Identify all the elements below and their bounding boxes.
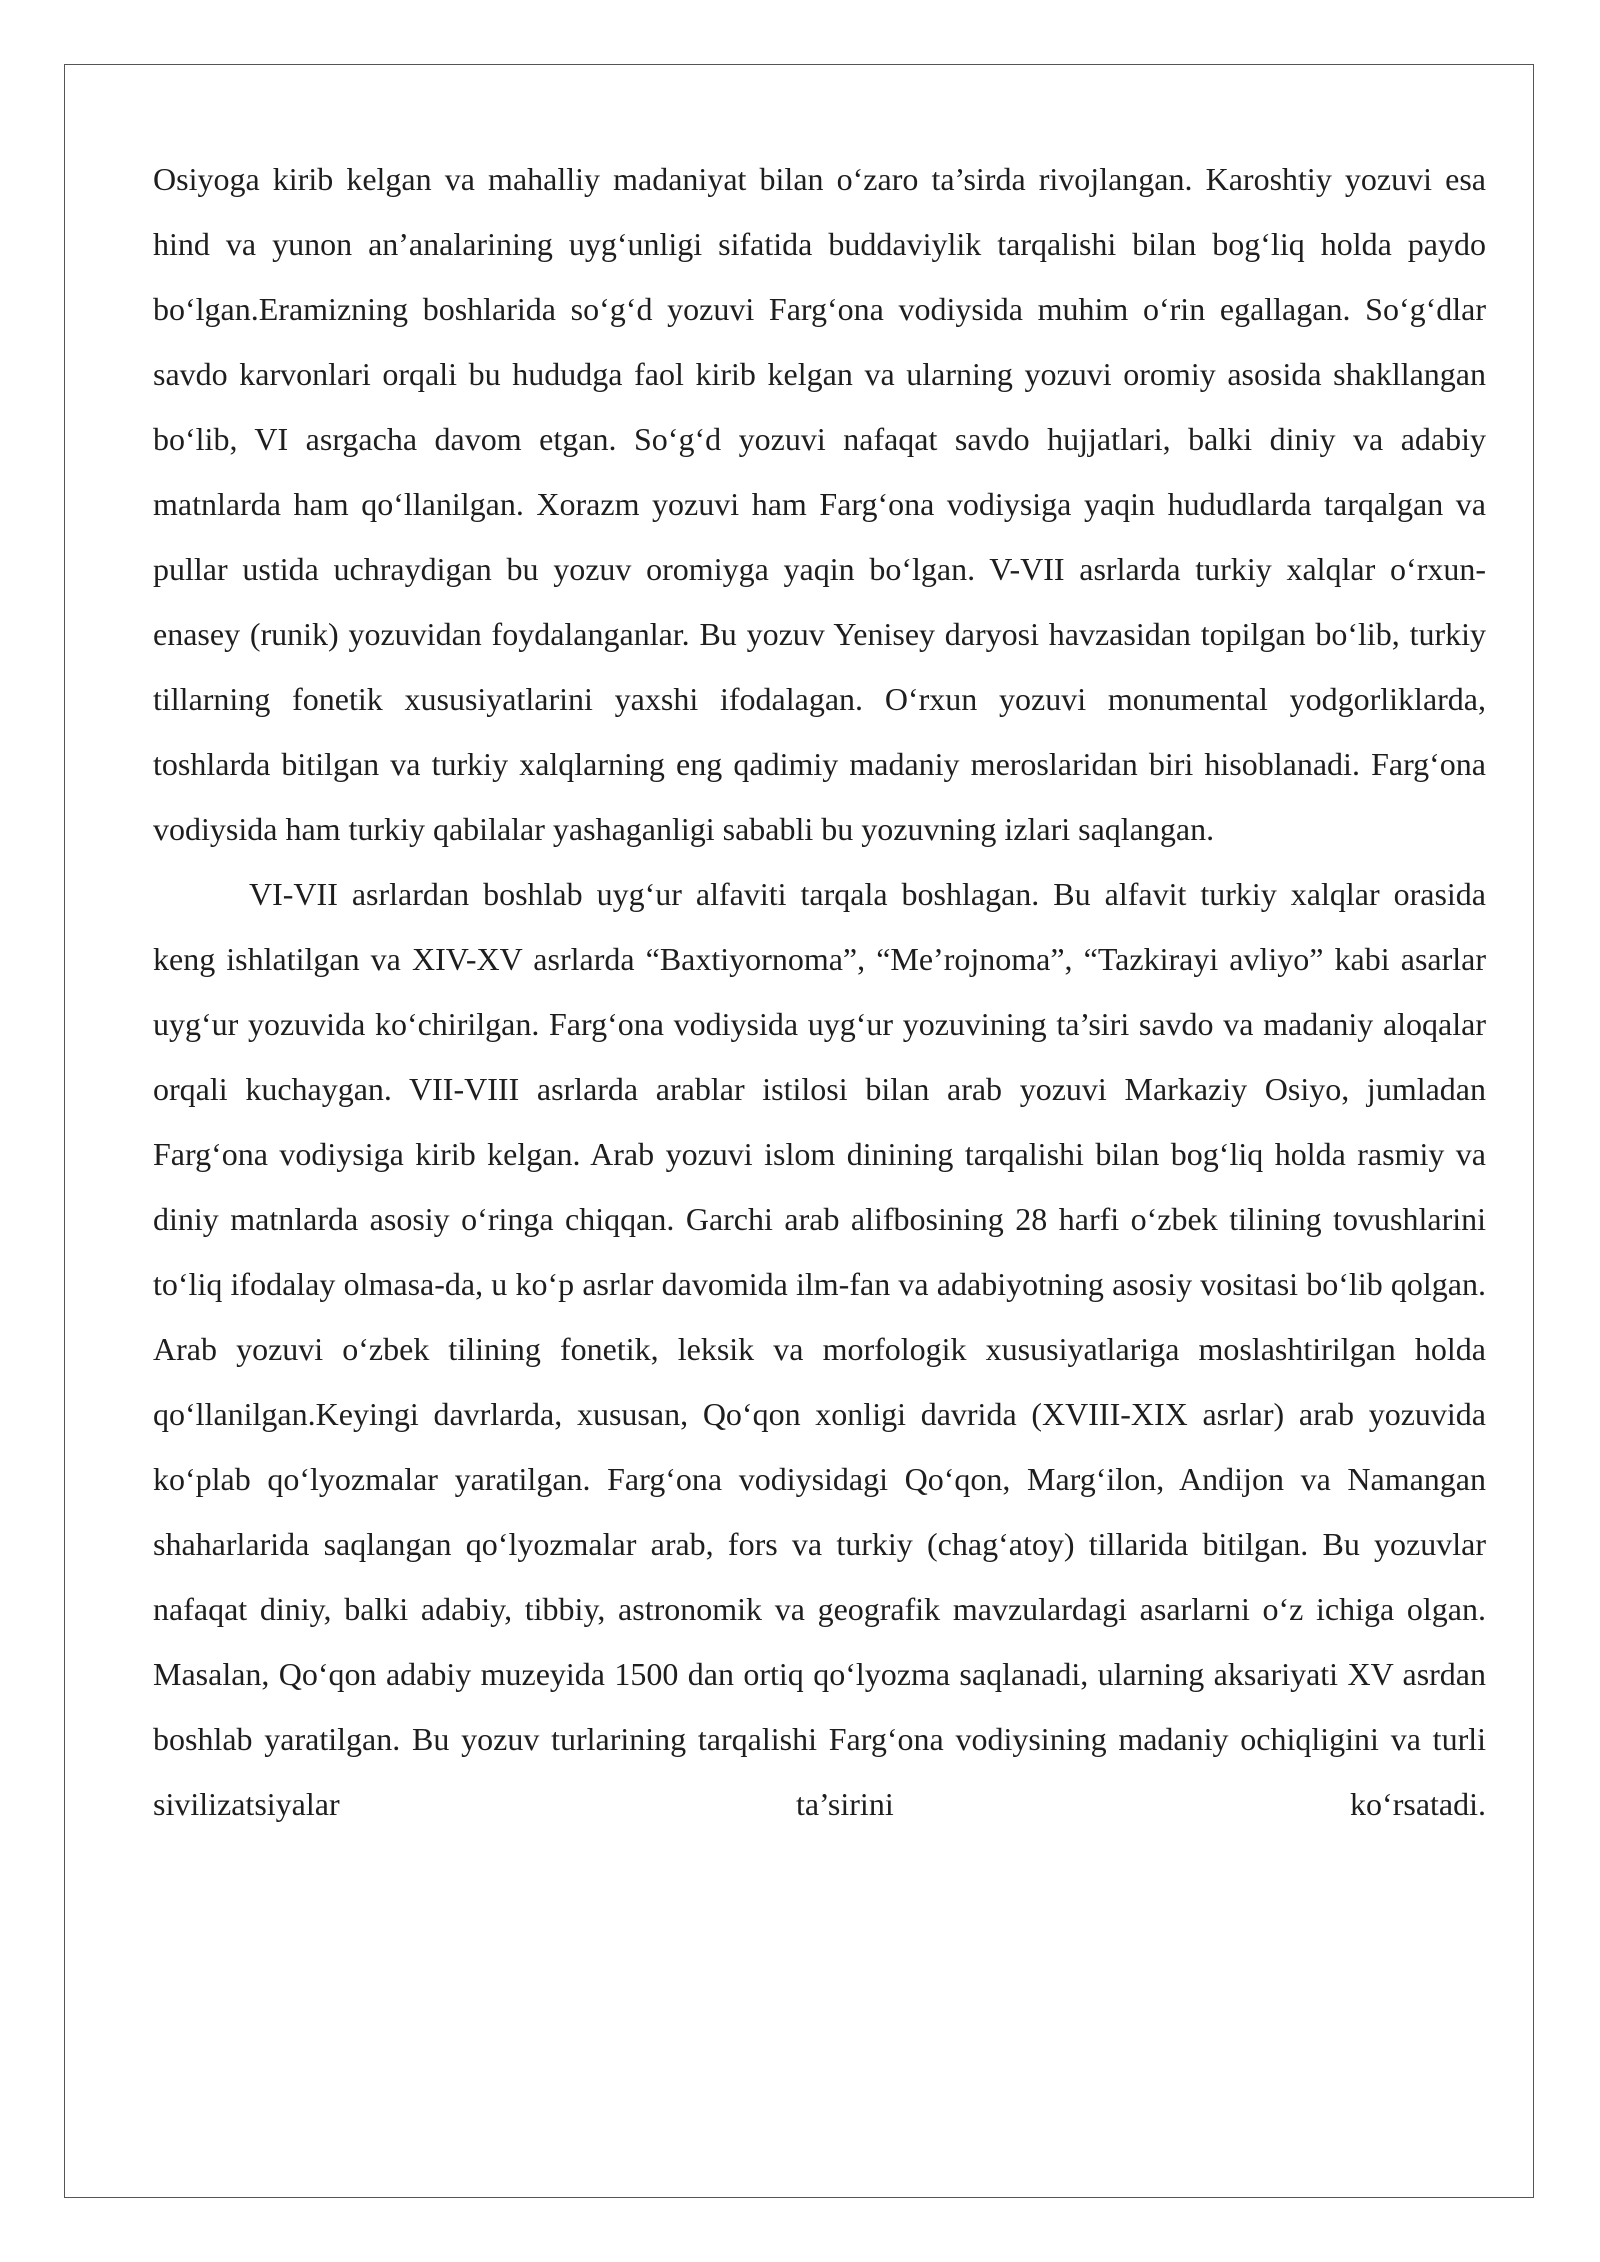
document-body <box>153 147 1486 1837</box>
paragraph-2: VI-VII asrlardan boshlab uyg‘ur alfaviti tarqala boshlagan. Bu alfavit turkiy xalqlar orasida keng ishlatilgan va XIV-XV asrlarda “Baxtiyornoma”, “Me’rojnoma”, “Tazkirayi avliyo” kabi asarlar uyg‘ur yozuvida ko‘chirilgan. Farg‘ona vodiysida uyg‘ur yozuvining ta’siri savdo va madaniy aloqalar orqali kuchaygan. VII-VIII asrlarda arablar istilosi bilan arab yozuvi Markaziy Osiyo, jumladan Farg‘ona vodiysiga kirib kelgan. Arab yozuvi islom dinining tarqalishi bilan bog‘liq holda rasmiy va diniy matnlarda asosiy o‘ringa chiqqan. Garchi arab alifbosining 28 harfi o‘zbek tilining tovushlarini to‘liq ifodalay olmasa-da, u ko‘p asrlar davomida ilm-fan va adabiyotning asosiy vositasi bo‘lib qolgan. Arab yozuvi o‘zbek tilining fonetik, leksik va morfologik xususiyatlariga moslashtirilgan holda qo‘llanilgan.Keyingi davrlarda, xususan, Qo‘qon xonligi davrida (XVIII-XIX asrlar) arab yozuvida ko‘plab qo‘lyozmalar yaratilgan. Farg‘ona vodiysidagi Qo‘qon, Marg‘ilon, Andijon va Namangan shaharlarida saqlangan qo‘lyozmalar arab, fors va turkiy (chag‘atoy) tillarida bitilgan. Bu yozuvlar nafaqat diniy, balki adabiy, tibbiy, astronomik va geografik mavzulardagi asarlarni o‘z ichiga olgan. Masalan, Qo‘qon adabiy muzeyida 1500 dan ortiq qo‘lyozma saqlanadi, ularning aksariyati XV asrdan boshlab yaratilgan. Bu yozuv turlarining tarqalishi Farg‘ona vodiysining madaniy ochiqligini va turli sivilizatsiyalar ta’sirini ko‘rsatadi. <box>153 876 1486 1822</box>
paragraph-1: Osiyoga kirib kelgan va mahalliy madaniyat bilan o‘zaro ta’sirda rivojlangan. Karoshtiy yozuvi esa hind va yunon an’analarining uyg‘unligi sifatida buddaviylik tarqalishi bilan bog‘liq holda paydo bo‘lgan.Eramizning boshlarida so‘g‘d yozuvi Farg‘ona vodiysida muhim o‘rin egallagan. So‘g‘dlar savdo karvonlari orqali bu hududga faol kirib kelgan va ularning yozuvi oromiy asosida shakllangan bo‘lib, VI asrgacha davom etgan. So‘g‘d yozuvi nafaqat savdo hujjatlari, balki diniy va adabiy matnlarda ham qo‘llanilgan. Xorazm yozuvi ham Farg‘ona vodiysiga yaqin hududlarda tarqalgan va pullar ustida uchraydigan bu yozuv oromiyga yaqin bo‘lgan. V-VII asrlarda turkiy xalqlar o‘rxun-enasey (runik) yozuvidan foydalanganlar. Bu yozuv Yenisey daryosi havzasidan topilgan bo‘lib, turkiy tillarning fonetik xususiyatlarini yaxshi ifodalagan. O‘rxun yozuvi monumental yodgorliklarda, toshlarda bitilgan va turkiy xalqlarning eng qadimiy madaniy meroslaridan biri hisoblanadi. Farg‘ona vodiysida ham turkiy qabilalar yashaganligi sababli bu yozuvning izlari saqlangan. <box>153 161 1486 847</box>
